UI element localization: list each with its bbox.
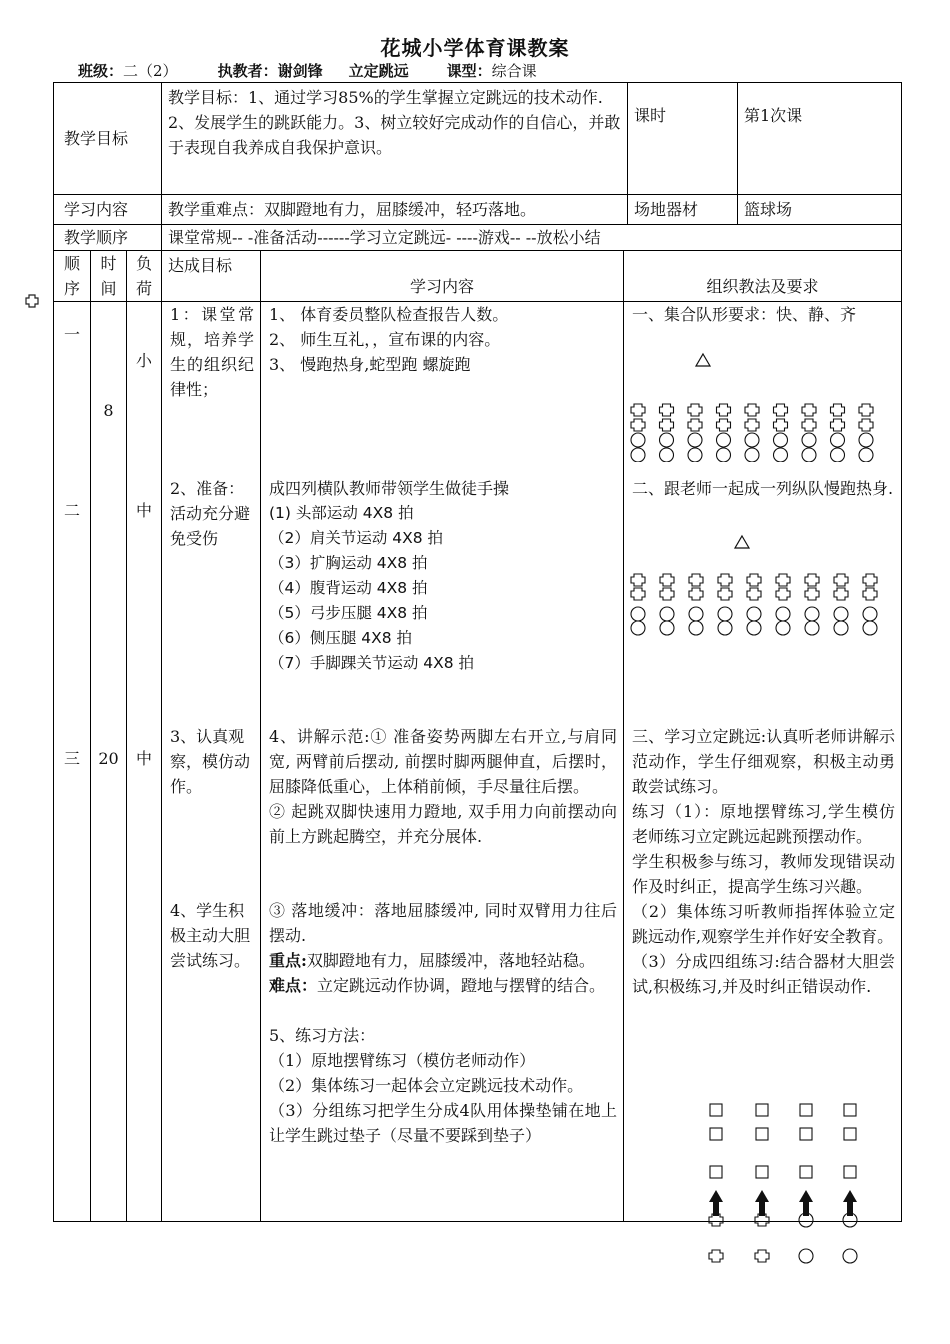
student-boy-icon	[802, 419, 816, 431]
student-girl-icon	[834, 607, 848, 621]
lesson-plan-table	[53, 82, 901, 1222]
student-girl-icon	[689, 607, 703, 621]
student-girl-icon	[745, 433, 759, 447]
content-column	[261, 302, 624, 1222]
student-girl-icon	[660, 607, 674, 621]
student-boy-icon	[689, 588, 703, 600]
period-label: 课时	[628, 83, 738, 195]
student-girl-icon	[831, 448, 845, 462]
s3-content-b: ② 起跳双脚快速用力蹬地, 双手用力向前摆动向前上方跳起腾空，并充分展体.	[269, 802, 617, 846]
jump-arrow-icon	[709, 1190, 723, 1216]
header-table	[53, 82, 902, 225]
practice-2: （2）集体练习一起体会立定跳远技术动作。	[269, 1076, 584, 1095]
student-boy-icon	[834, 574, 848, 586]
difficulty-label: 难点：	[269, 976, 318, 995]
s2-content-4: （4）腹背运动 4X8 拍	[269, 579, 428, 597]
goal-label: 教学目标	[54, 83, 162, 195]
s3-method-5: （3）分成四组练习:结合器材大胆尝试,积极练习,并及时纠正错误动作.	[632, 952, 895, 996]
formation-diagram-1	[624, 342, 902, 462]
load-cell	[127, 302, 162, 1222]
student-girl-icon	[799, 1249, 813, 1263]
goal-text-1: 教学目标：1、通过学习85%的学生掌握立定跳远的技术动作.	[168, 88, 603, 107]
key-point-label: 重点:	[269, 951, 307, 970]
student-boy-icon	[631, 574, 645, 586]
s2-content-3: （3）扩胸运动 4X8 拍	[269, 554, 428, 572]
time-3: 20	[98, 749, 119, 768]
student-girl-icon	[688, 448, 702, 462]
student-boy-icon	[774, 404, 788, 416]
student-girl-icon	[631, 621, 645, 635]
s2-content	[269, 476, 617, 676]
goal-4: 4、学生积极主动大胆尝试练习。	[170, 901, 251, 970]
student-boy-icon	[776, 588, 790, 600]
student-boy-icon	[831, 419, 845, 431]
lesson-meta	[78, 60, 537, 81]
order-table	[53, 224, 902, 251]
col-goal: 达成目标	[162, 251, 261, 302]
s3-content	[269, 724, 617, 849]
student-boy-icon	[689, 574, 703, 586]
seq-3: 三	[63, 749, 80, 768]
student-boy-icon	[717, 404, 731, 416]
time-cell	[91, 302, 127, 1222]
col-time	[91, 251, 127, 302]
student-boy-icon	[745, 419, 759, 431]
s2-content-6: （6）侧压腿 4X8 拍	[269, 629, 413, 647]
col-seq	[54, 251, 91, 302]
time-1: 8	[103, 401, 114, 420]
order-label: 教学顺序	[54, 225, 162, 251]
student-boy-icon	[718, 588, 732, 600]
student-girl-icon	[747, 607, 761, 621]
method-column	[624, 302, 902, 1222]
student-boy-icon	[863, 574, 877, 586]
s2-content-2: （2）肩关节运动 4X8 拍	[269, 529, 444, 547]
student-boy-icon	[660, 419, 674, 431]
student-boy-icon	[718, 574, 732, 586]
s3-method-2: 练习（1）：原地摆臂练习,学生模仿老师练习立定跳远起跳预摆动作。	[632, 802, 895, 846]
s3-content-a: 4、讲解示范:① 准备姿势两脚左右开立,与肩同宽, 两臂前后摆动, 前摆时脚两腿伸直，后摆时，屈膝降低重心，上体稍前倾，手尽量往后摆。	[269, 727, 617, 796]
jump-arrow-icon	[755, 1190, 769, 1216]
s1-content-2: 2、 师生互礼，，宣布课的内容。	[269, 330, 501, 349]
difficulty	[269, 973, 617, 998]
load-3: 中	[135, 749, 152, 768]
student-girl-icon	[863, 621, 877, 635]
student-girl-icon	[717, 433, 731, 447]
student-girl-icon	[859, 433, 873, 447]
s2-content-1: (1) 头部运动 4X8 拍	[269, 504, 414, 522]
s3-method-1: 三、学习立定跳远:认真听老师讲解示范动作，学生仔细观察，积极主动勇敢尝试练习。	[632, 727, 895, 796]
mat-square-icon	[800, 1166, 812, 1178]
s2-content-5: （5）弓步压腿 4X8 拍	[269, 604, 428, 622]
student-girl-icon	[631, 433, 645, 447]
student-girl-icon	[747, 621, 761, 635]
student-girl-icon	[831, 433, 845, 447]
student-boy-icon	[688, 404, 702, 416]
col-time-2: 间	[100, 279, 117, 298]
practice-title: 5、练习方法：	[269, 1026, 376, 1045]
student-girl-icon	[843, 1249, 857, 1263]
type-label: 课型：	[446, 62, 492, 80]
goal-2: 2、准备：活动充分避免受伤	[170, 479, 251, 548]
s1-content-3: 3、 慢跑热身,蛇型跑 螺旋跑	[269, 355, 471, 374]
row-marker-icon	[24, 293, 40, 313]
student-girl-icon	[805, 607, 819, 621]
student-boy-icon	[802, 404, 816, 416]
s1-content	[269, 302, 617, 377]
student-girl-icon	[631, 607, 645, 621]
student-girl-icon	[802, 448, 816, 462]
class-label: 班级：	[78, 62, 124, 80]
mat-square-icon	[844, 1128, 856, 1140]
seq-2: 二	[63, 501, 80, 520]
student-girl-icon	[717, 448, 731, 462]
page-title: 花城小学体育课教案	[380, 36, 570, 60]
student-boy-icon	[688, 419, 702, 431]
student-girl-icon	[660, 433, 674, 447]
formation-diagram-2	[624, 528, 902, 638]
mat-square-icon	[710, 1166, 722, 1178]
body-table	[53, 250, 902, 1222]
student-girl-icon	[834, 621, 848, 635]
student-boy-icon	[805, 574, 819, 586]
jump-arrow-icon	[843, 1190, 857, 1216]
venue-label: 场地器材	[628, 195, 738, 225]
student-boy-icon	[745, 404, 759, 416]
student-boy-icon	[776, 574, 790, 586]
order-value: 课堂常规-- -准备活动------学习立定跳远- ----游戏-- --放松小结	[162, 225, 902, 251]
s3-content-2	[269, 898, 617, 1148]
key-point-text: 双脚蹬地有力，屈膝缓冲，落地轻站稳。	[306, 951, 595, 970]
student-boy-icon	[747, 588, 761, 600]
mat-square-icon	[756, 1166, 768, 1178]
student-girl-icon	[718, 621, 732, 635]
key-points: 教学重难点：双脚蹬地有力，屈膝缓冲，轻巧落地。	[162, 195, 628, 225]
mat-square-icon	[800, 1128, 812, 1140]
seq-1: 一	[63, 325, 80, 344]
student-girl-icon	[774, 448, 788, 462]
goal-cell	[162, 83, 628, 195]
s3-method	[632, 724, 895, 999]
s2-content-7: （7）手脚踝关节运动 4X8 拍	[269, 654, 475, 672]
student-girl-icon	[776, 621, 790, 635]
group-practice-diagram	[624, 1098, 902, 1268]
col-seq-1: 顺	[63, 254, 80, 273]
student-girl-icon	[805, 621, 819, 635]
student-girl-icon	[774, 433, 788, 447]
type-value: 综合课	[491, 62, 537, 80]
student-boy-icon	[755, 1250, 769, 1262]
s3-method-4: （2）集体练习听教师指挥体验立定跳远动作,观察学生并作好安全教育。	[632, 902, 895, 946]
col-time-1: 时	[100, 254, 117, 273]
student-girl-icon	[802, 433, 816, 447]
student-girl-icon	[776, 607, 790, 621]
student-boy-icon	[859, 419, 873, 431]
student-boy-icon	[660, 404, 674, 416]
student-girl-icon	[688, 433, 702, 447]
student-boy-icon	[859, 404, 873, 416]
content-label: 学习内容	[54, 195, 162, 225]
s2-method: 二、跟老师一起成一列纵队慢跑热身.	[632, 479, 894, 498]
teacher-triangle-icon	[696, 354, 710, 366]
teacher-triangle-icon-2	[735, 536, 749, 548]
student-boy-icon	[831, 404, 845, 416]
student-boy-icon	[660, 574, 674, 586]
student-boy-icon	[631, 404, 645, 416]
mat-square-icon	[710, 1104, 722, 1116]
mat-square-icon	[756, 1104, 768, 1116]
lesson-topic: 立定跳远	[348, 62, 409, 80]
student-girl-icon	[863, 607, 877, 621]
student-girl-icon	[631, 448, 645, 462]
mat-square-icon	[800, 1104, 812, 1116]
student-boy-icon	[660, 588, 674, 600]
student-girl-icon	[718, 607, 732, 621]
col-load-2: 荷	[135, 279, 152, 298]
difficulty-text: 立定跳远动作协调，蹬地与摆臂的结合。	[317, 976, 606, 995]
col-seq-2: 序	[63, 279, 80, 298]
goal-text-2: 2、发展学生的跳跃能力。3、树立较好完成动作的自信心，并敢于表现自我养成自我保护意识。	[168, 113, 621, 157]
class-value: 二（2）	[123, 62, 178, 80]
load-2: 中	[135, 501, 152, 520]
practice-1: （1）原地摆臂练习（模仿老师动作）	[269, 1051, 536, 1070]
mat-square-icon	[844, 1104, 856, 1116]
s2-content-intro: 成四列横队教师带领学生做徒手操	[269, 479, 510, 498]
student-boy-icon	[709, 1250, 723, 1262]
student-girl-icon	[745, 448, 759, 462]
seq-cell	[54, 302, 91, 1222]
load-1: 小	[135, 351, 152, 370]
student-boy-icon	[717, 419, 731, 431]
student-boy-icon	[774, 419, 788, 431]
teacher-value: 谢剑锋	[277, 62, 323, 80]
col-load-1: 负	[135, 254, 152, 273]
mat-square-icon	[710, 1128, 722, 1140]
student-boy-icon	[747, 574, 761, 586]
col-load	[127, 251, 162, 302]
jump-arrow-icon	[799, 1190, 813, 1216]
s1-method: 一、集合队形要求：快、静、齐	[632, 305, 857, 324]
student-boy-icon	[805, 588, 819, 600]
practice-3: （3）分组练习把学生分成4队用体操垫铺在地上让学生跳过垫子（尽量不要踩到垫子）	[269, 1101, 617, 1145]
col-method: 组织教法及要求	[624, 251, 902, 302]
student-boy-icon	[834, 588, 848, 600]
mat-square-icon	[844, 1166, 856, 1178]
student-girl-icon	[689, 621, 703, 635]
goal-column	[162, 302, 261, 1222]
student-boy-icon	[631, 588, 645, 600]
student-girl-icon	[859, 448, 873, 462]
student-girl-icon	[660, 448, 674, 462]
period-value: 第1次课	[738, 83, 902, 195]
goal-3: 3、认真观察，模仿动作。	[170, 727, 251, 796]
col-content: 学习内容	[261, 251, 624, 302]
student-boy-icon	[863, 588, 877, 600]
student-girl-icon	[660, 621, 674, 635]
mat-square-icon	[756, 1128, 768, 1140]
key-point	[269, 948, 617, 973]
s1-content-1: 1、 体育委员整队检查报告人数。	[269, 305, 509, 324]
teacher-label: 执教者：	[217, 62, 278, 80]
s3-method-3: 学生积极参与练习，教师发现错误动作及时纠正，提高学生练习兴趣。	[632, 852, 895, 896]
student-boy-icon	[631, 419, 645, 431]
s3-content-c: ③ 落地缓冲：落地屈膝缓冲, 同时双臂用力往后摆动.	[269, 901, 617, 945]
venue-value: 篮球场	[738, 195, 902, 225]
goal-1: 1：课堂常规，培养学生的组织纪律性；	[170, 305, 254, 399]
